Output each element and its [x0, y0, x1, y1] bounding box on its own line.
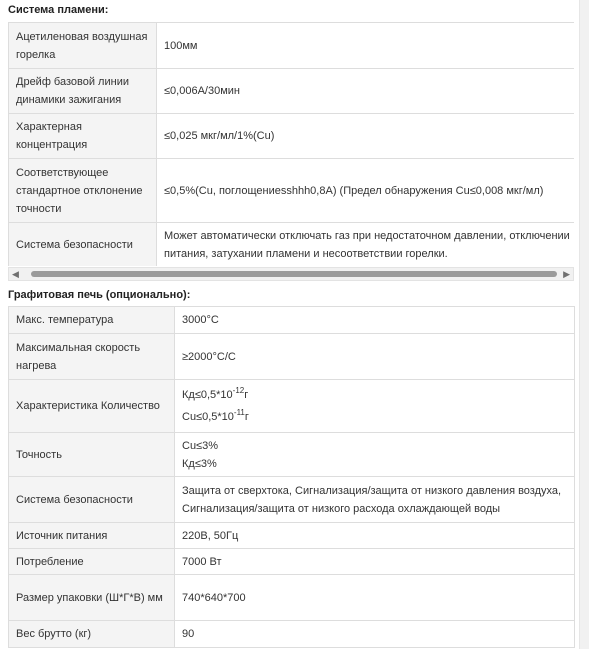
table-row: [9, 523, 575, 549]
cu-limit: $Cu\le 0,5*10^{-11}г$: [182, 408, 249, 423]
flame-spec-table: [8, 22, 574, 266]
scrollbar-thumb[interactable]: [31, 271, 557, 277]
page-vertical-scrollbar[interactable]: [579, 0, 589, 649]
table-row: [9, 114, 575, 159]
row-label: Потребление: [9, 549, 175, 575]
row-value: 3000°C: [175, 307, 575, 334]
table-row: [9, 477, 575, 523]
row-value: [175, 380, 575, 433]
furnace-section-title: Графитовая печь (опционально):: [8, 289, 191, 301]
row-value: 740*640*700: [175, 575, 575, 621]
row-value: 90: [175, 621, 575, 648]
row-label: Ацетиленовая воздушная горелка: [9, 23, 157, 69]
table-row: [9, 307, 575, 334]
table-row: [9, 334, 575, 380]
row-label: Дрейф базовой линии динамики зажигания: [9, 69, 157, 114]
row-value: Защита от сверхтока, Сигнализация/защита от низкого давления воздуха, Сигнализация/защита от низкого расхода охлаждающей воды: [175, 477, 575, 523]
table-row: [9, 575, 575, 621]
row-label: Максимальная скорость нагрева: [9, 334, 175, 380]
table-row: [9, 380, 575, 433]
table-row: [9, 549, 575, 575]
scroll-right-arrow-icon[interactable]: ▶: [563, 269, 570, 279]
row-value: ≥2000°C/C: [175, 334, 575, 380]
table-row: [9, 159, 575, 223]
row-label: Вес брутто (кг): [9, 621, 175, 648]
row-label: Макс. температура: [9, 307, 175, 334]
cu-accuracy: Cu≤3%: [182, 439, 218, 452]
table-row: [9, 23, 575, 69]
row-value: Может автоматически отключать газ при недостаточном давлении, отключении питания, затухании пламени и несоответствии горелки.: [157, 223, 575, 267]
table-row: [9, 433, 575, 477]
row-label: Размер упаковки (Ш*Г*В) мм: [9, 575, 175, 621]
horizontal-scrollbar[interactable]: [8, 267, 574, 281]
row-value: ≤0,025 мкг/мл/1%(Cu): [157, 114, 575, 159]
row-label: Точность: [9, 433, 175, 477]
scroll-left-arrow-icon[interactable]: ◀: [12, 269, 19, 279]
row-label: Система безопасности: [9, 223, 157, 267]
row-label: Система безопасности: [9, 477, 175, 523]
flame-section-title: Система пламени:: [8, 4, 109, 16]
flame-table-scroll-area[interactable]: [8, 22, 574, 266]
table-row: [9, 621, 575, 648]
cd-limit: $Кд\le 0,5*10^{-12}г$: [182, 386, 249, 401]
row-value: [175, 433, 575, 477]
row-value: ≤0,5%(Cu, поглощениеsshhh0,8A) (Предел обнаружения Cu≤0,008 мкг/мл): [157, 159, 575, 223]
furnace-spec-table: [8, 306, 575, 648]
cd-accuracy: Кд≤3%: [182, 457, 217, 470]
row-value: 100мм: [157, 23, 575, 69]
row-value: 7000 Вт: [175, 549, 575, 575]
table-row: [9, 69, 575, 114]
table-row: [9, 223, 575, 267]
row-value: 220В, 50Гц: [175, 523, 575, 549]
row-label: Характерная концентрация: [9, 114, 157, 159]
row-value: ≤0,006A/30мин: [157, 69, 575, 114]
row-label: Источник питания: [9, 523, 175, 549]
row-label: Соответствующее стандартное отклонение точности: [9, 159, 157, 223]
row-label: Характеристика Количество: [9, 380, 175, 433]
